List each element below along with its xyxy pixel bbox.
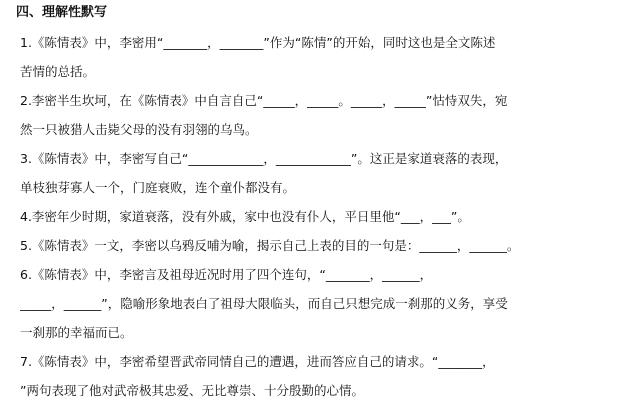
question-5-line-1: 5.《陈情表》一文，李密以乌鸦反哺为喻，揭示自己上表的目的一句是：______，______。 <box>20 238 520 253</box>
section-title: 四、理解性默写 <box>16 5 108 20</box>
question-6-line-2: _____，______”，隐喻形象地表白了祖母大限临头，而自己只想完成一刹那的义务，享受 <box>20 296 508 311</box>
question-7-line-2: ”两句表现了他对武帝极其忠爱、无比尊崇、十分殷勤的心情。 <box>20 383 364 398</box>
question-6-line-3: 一刹那的幸福而已。 <box>20 325 133 340</box>
question-4-line-1: 4.李密年少时期，家道衰落，没有外戚，家中也没有仆人，平日里他“___，___”。 <box>20 209 470 224</box>
question-3-line-1: 3.《陈情表》中，李密写自己“____________，____________”。这正是家道衰落的表现， <box>20 151 508 166</box>
question-2-line-1: 2.李密半生坎坷，在《陈情表》中自言自己“_____，_____。_____，_____”怙恃双失，宛 <box>20 93 508 108</box>
question-1-line-1: 1.《陈情表》中，李密用“_______，_______”作为“陈情”的开始，同时这也是全文陈述 <box>20 35 496 50</box>
question-6-line-1: 6.《陈情表》中，李密言及祖母近况时用了四个连句，“_______，______， <box>20 267 433 282</box>
question-1-line-2: 苦情的总括。 <box>20 64 96 79</box>
question-3-line-2: 单枝独芽寡人一个，门庭衰败，连个童仆都没有。 <box>20 180 296 195</box>
question-7-line-1: 7.《陈情表》中，李密希望晋武帝同情自己的遭遇，进而答应自己的请求。“_______， <box>20 354 495 369</box>
question-2-line-2: 然一只被猎人击毙父母的没有羽翎的乌鸟。 <box>20 122 258 137</box>
